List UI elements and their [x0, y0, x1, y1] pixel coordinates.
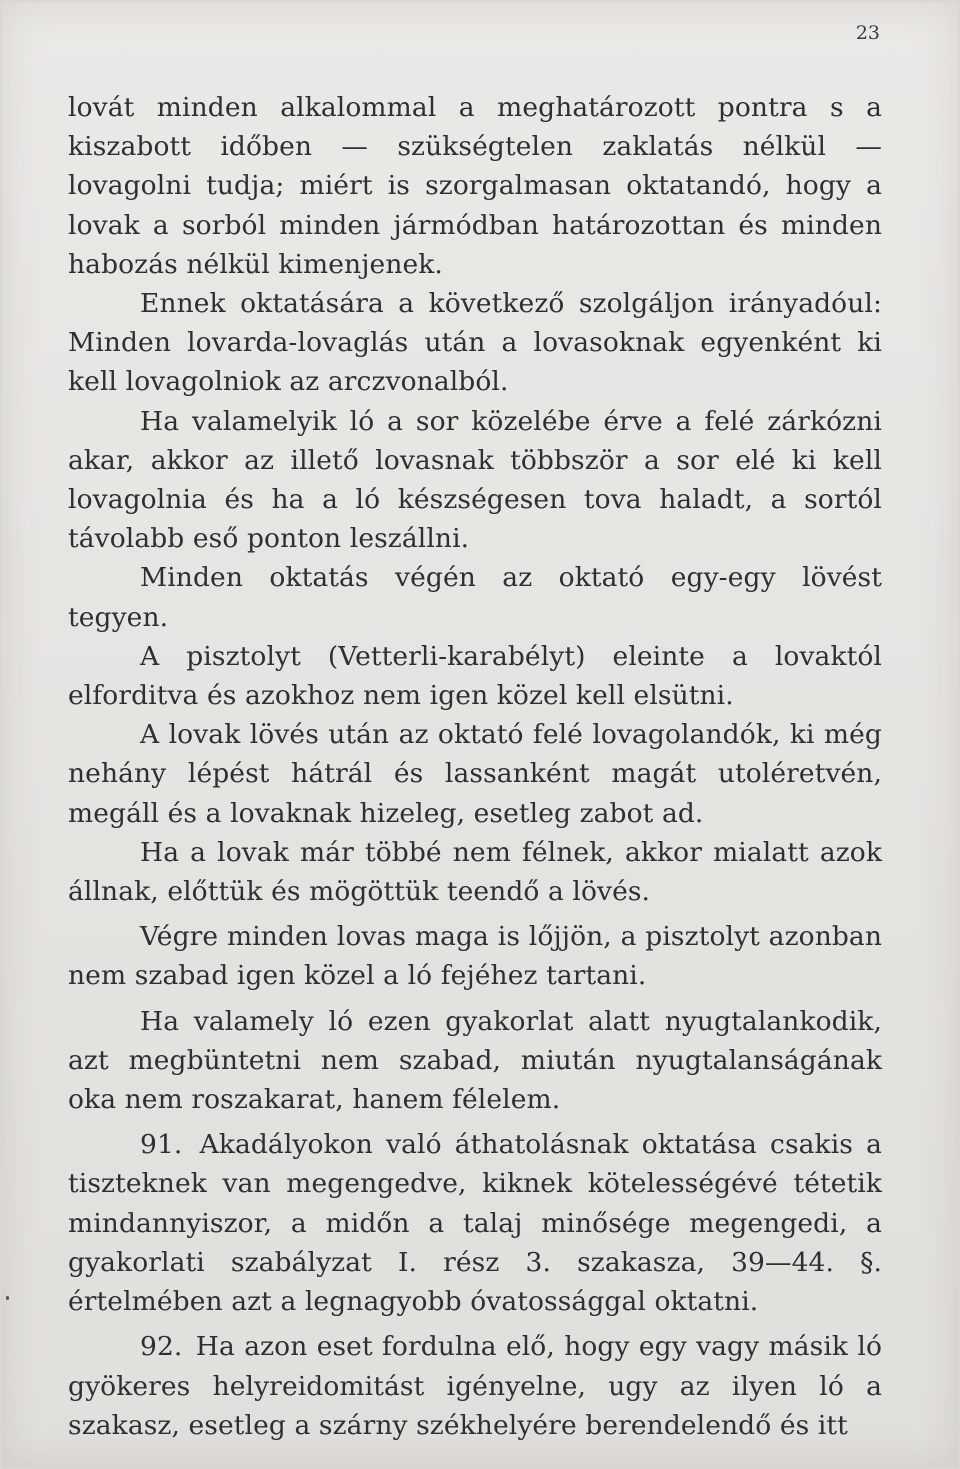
paragraph: Ha a lovak már többé nem félnek, akkor mialatt azok állnak, előttük és mögöttük teendő a lövés.: [68, 836, 882, 908]
numbered-paragraph: [68, 1327, 882, 1445]
book-page: [2, 2, 958, 1467]
paragraph: Végre minden lovas maga is lőjjön, a pisztolyt azonban nem szabad igen közel a ló fejéhez tartani.: [68, 921, 882, 992]
page-body: [68, 88, 882, 1445]
paragraph: lovát minden alkalommal a meghatározott pontra s a kiszabott időben — szükségtelen zaklatás nélkül — lovagolni tudja; miért is szorgalmasan oktatandó, hogy a lovak a sorból minden jármódban határozottan és minden habozás nélkül kimenjenek.: [68, 92, 882, 280]
paragraph-number: 92.: [140, 1331, 183, 1363]
paper-speck: [6, 1296, 9, 1300]
paragraph: A lovak lövés után az oktató felé lovagolandók, ki még nehány lépést hátrál és lassanként magát utoléretvén, megáll és a lovaknak hizeleg, esetleg zabot ad.: [68, 719, 882, 829]
numbered-paragraph: [68, 1125, 882, 1321]
page-number: 23: [855, 22, 880, 44]
paragraph: Ha valamely ló ezen gyakorlat alatt nyugtalankodik, azt megbüntetni nem szabad, miután nyugtalanságának oka nem roszakarat, hanem félelem.: [68, 1005, 882, 1116]
paragraph: Ennek oktatására a következő szolgáljon irányadóul: Minden lovarda-lovaglás után a lovasoknak egyenként ki kell lovagolniok az arczvonalból.: [68, 288, 882, 398]
paragraph-number: 91.: [140, 1129, 183, 1161]
paragraph-text: Ha azon eset fordulna elő, hogy egy vagy másik ló gyökeres helyreidomitást igényelne, ugy az ilyen ló a szakasz, esetleg a szárny székhelyére berendelendő és itt: [68, 1331, 883, 1441]
paragraph: Minden oktatás végén az oktató egy-egy lövést tegyen.: [68, 562, 882, 633]
paragraph: A pisztolyt (Vetterli-karabélyt) eleinte a lovaktól elforditva és azokhoz nem igen közel kell elsütni.: [68, 640, 882, 712]
paragraph-text: Akadályokon való áthatolásnak oktatása csakis a tiszteknek van megengedve, kiknek kötelességévé tétetik mindannyiszor, a midőn a talaj minősége megengedi, a gyakorlati szabályzat I. rész 3. szakasza, 39—44. §. értelmében azt a legnagyobb óvatossággal oktatni.: [68, 1129, 882, 1318]
paragraph: Ha valamelyik ló a sor közelébe érve a felé zárkózni akar, akkor az illető lovasnak többször a sor elé ki kell lovagolnia és ha a ló készségesen tova haladt, a sortól távolabb eső ponton leszállni.: [68, 405, 882, 555]
